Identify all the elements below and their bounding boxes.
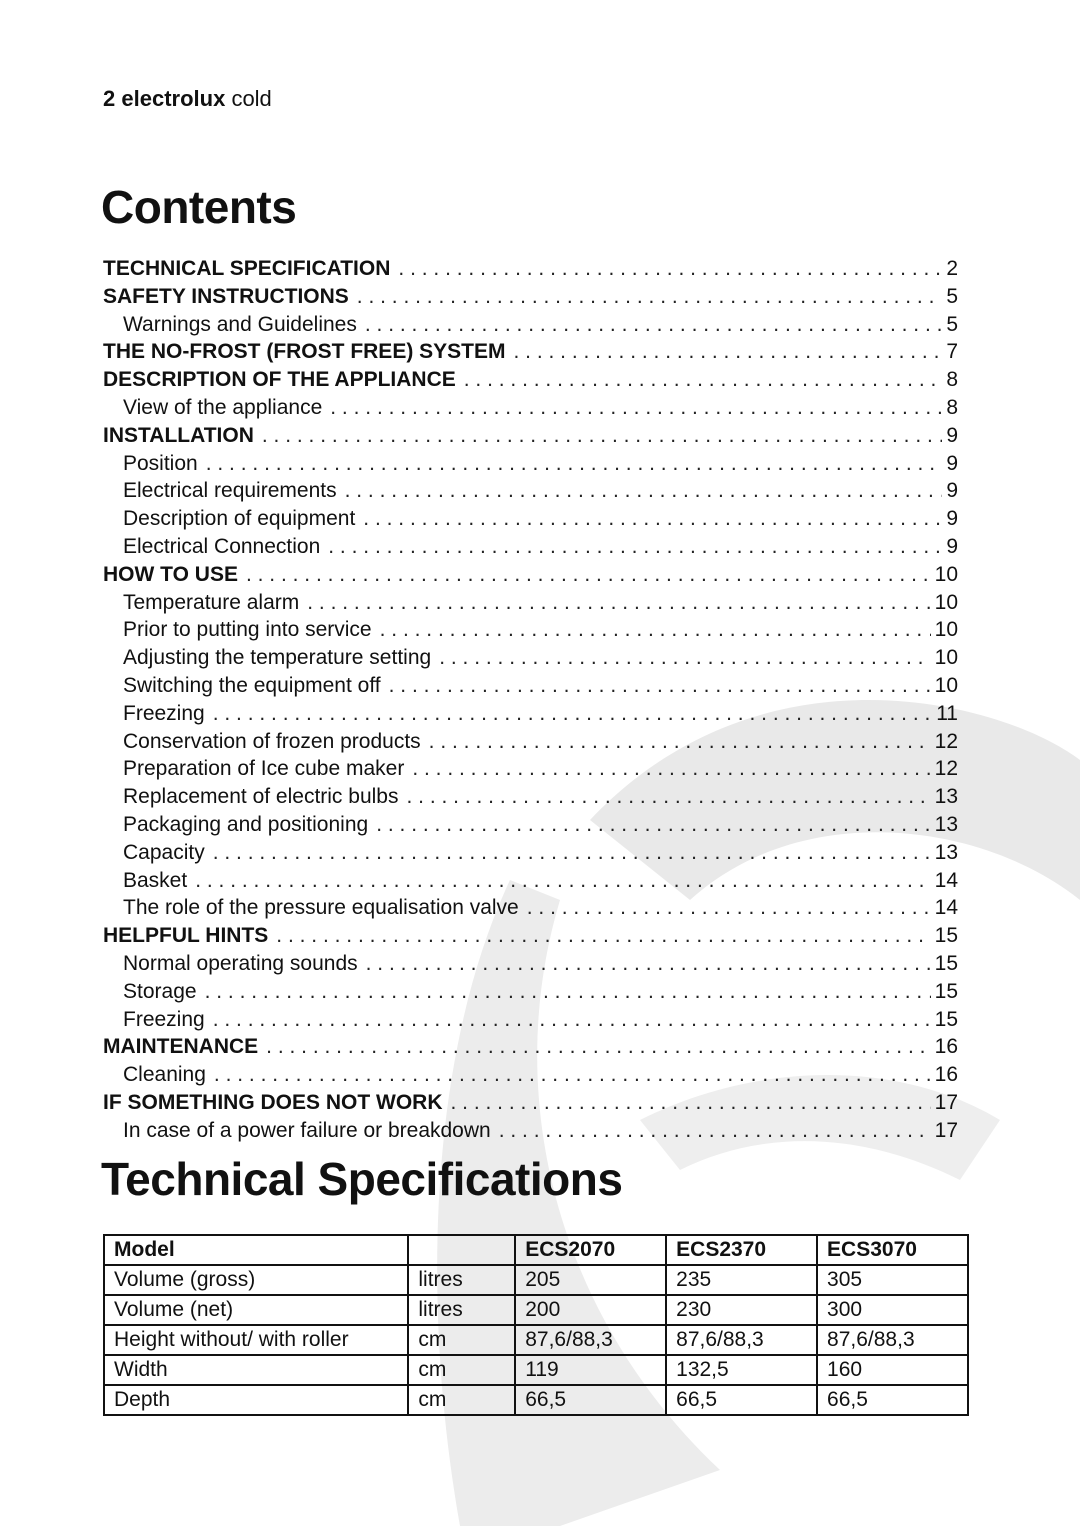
spec-value-ecs3070: 87,6/88,3 (817, 1325, 968, 1355)
toc-dot-leader (363, 507, 942, 531)
toc-entry (103, 424, 958, 452)
toc-dot-leader (429, 730, 931, 754)
spec-value-ecs2070: 66,5 (515, 1385, 666, 1415)
toc-dot-leader (380, 618, 931, 642)
toc-entry-page: 9 (946, 534, 958, 558)
toc-entry-title: Freezing (123, 701, 205, 725)
toc-entry-title: Switching the equipment off (123, 673, 381, 697)
toc-entry-title: Position (123, 451, 198, 475)
spec-value-ecs2070: 119 (515, 1355, 666, 1385)
toc-entry-page: 8 (946, 395, 958, 419)
toc-dot-leader (205, 980, 931, 1004)
toc-entry-title: Adjusting the temperature setting (123, 646, 432, 670)
toc-dot-leader (214, 1063, 931, 1087)
toc-entry-page: 15 (934, 951, 958, 975)
toc-entry-title: Packaging and positioning (123, 812, 369, 836)
toc-entry-title: Preparation of Ice cube maker (123, 757, 405, 781)
toc-entry-title: HOW TO USE (103, 562, 238, 586)
spec-row-label: Height without/ with roller (104, 1325, 408, 1355)
toc-entry-title: Cleaning (123, 1063, 206, 1087)
spec-value-ecs2370: 235 (666, 1265, 817, 1295)
toc-dot-leader (514, 340, 943, 364)
spec-value-ecs3070: 66,5 (817, 1385, 968, 1415)
spec-header-model: Model (104, 1235, 408, 1265)
toc-entry-page: 9 (946, 479, 958, 503)
spec-row-label: Volume (gross) (104, 1265, 408, 1295)
toc-entry-page: 13 (934, 840, 958, 864)
toc-entry (103, 813, 958, 841)
spec-value-ecs2070: 87,6/88,3 (515, 1325, 666, 1355)
toc-dot-leader (412, 757, 930, 781)
toc-dot-leader (206, 452, 942, 476)
toc-entry-title: Freezing (123, 1007, 205, 1031)
technical-specifications-table (103, 1234, 969, 1416)
toc-entry-title: IF SOMETHING DOES NOT WORK (103, 1090, 443, 1114)
toc-entry (103, 257, 958, 285)
toc-entry-page: 14 (934, 896, 958, 920)
toc-entry-page: 2 (946, 257, 958, 280)
toc-dot-leader (527, 896, 931, 920)
spec-header-ecs3070: ECS3070 (817, 1235, 968, 1265)
toc-entry (103, 1008, 958, 1036)
spec-value-ecs2370: 87,6/88,3 (666, 1325, 817, 1355)
spec-row-unit: litres (408, 1295, 515, 1325)
toc-entry-page: 10 (934, 673, 958, 697)
toc-entry-title: Prior to putting into service (123, 618, 372, 642)
spec-value-ecs2370: 132,5 (666, 1355, 817, 1385)
toc-entry-page: 7 (946, 340, 958, 364)
toc-entry (103, 952, 958, 980)
spec-table-header-row (104, 1235, 968, 1265)
toc-entry-page: 5 (946, 312, 958, 336)
product-line: cold (231, 86, 272, 111)
toc-entry-title: THE NO-FROST (FROST FREE) SYSTEM (103, 340, 506, 364)
spec-header-unit (408, 1235, 515, 1265)
toc-entry (103, 869, 958, 897)
toc-entry (103, 674, 958, 702)
toc-entry-page: 10 (934, 618, 958, 642)
toc-entry-title: MAINTENANCE (103, 1035, 259, 1059)
toc-entry (103, 896, 958, 924)
toc-entry-title: HELPFUL HINTS (103, 924, 269, 948)
toc-entry-page: 10 (934, 646, 958, 670)
toc-entry-page: 9 (946, 423, 958, 447)
spec-row-unit: cm (408, 1325, 515, 1355)
spec-value-ecs3070: 300 (817, 1295, 968, 1325)
toc-entry-page: 8 (946, 368, 958, 392)
spec-row-label: Depth (104, 1385, 408, 1415)
toc-dot-leader (213, 1008, 931, 1032)
toc-entry-title: Temperature alarm (123, 590, 300, 614)
toc-dot-leader (357, 285, 942, 309)
toc-dot-leader (328, 535, 942, 559)
toc-dot-leader (330, 396, 942, 420)
page-header (103, 86, 272, 112)
toc-dot-leader (195, 869, 930, 893)
toc-entry-page: 10 (934, 562, 958, 586)
toc-entry-page: 12 (934, 729, 958, 753)
toc-entry-title: Conservation of frozen products (123, 729, 421, 753)
toc-entry (103, 452, 958, 480)
toc-entry-title: Basket (123, 868, 188, 892)
toc-entry-title: TECHNICAL SPECIFICATION (103, 257, 391, 280)
toc-entry-title: Capacity (123, 840, 205, 864)
toc-dot-leader (365, 313, 942, 337)
toc-entry-title: View of the appliance (123, 395, 323, 419)
toc-entry-title: DESCRIPTION OF THE APPLIANCE (103, 368, 456, 392)
table-row (104, 1295, 968, 1325)
toc-entry-page: 5 (946, 284, 958, 308)
toc-dot-leader (499, 1119, 931, 1143)
toc-entry-page: 17 (934, 1090, 958, 1114)
toc-entry-page: 9 (946, 451, 958, 475)
toc-entry-title: The role of the pressure equalisation valve (123, 896, 519, 920)
spec-value-ecs2070: 200 (515, 1295, 666, 1325)
toc-dot-leader (406, 785, 930, 809)
toc-entry (103, 368, 958, 396)
toc-entry (103, 618, 958, 646)
toc-entry (103, 785, 958, 813)
page-number: 2 (103, 86, 116, 111)
brand-name: electrolux (121, 86, 226, 111)
toc-entry (103, 924, 958, 952)
table-row (104, 1265, 968, 1295)
toc-entry-page: 13 (934, 812, 958, 836)
toc-entry-title: INSTALLATION (103, 423, 254, 447)
toc-entry-page: 10 (934, 590, 958, 614)
toc-entry (103, 507, 958, 535)
toc-dot-leader (276, 924, 930, 948)
spec-row-unit: litres (408, 1265, 515, 1295)
toc-dot-leader (246, 563, 931, 587)
toc-entry (103, 396, 958, 424)
toc-entry-title: In case of a power failure or breakdown (123, 1118, 491, 1142)
spec-value-ecs2070: 205 (515, 1265, 666, 1295)
toc-entry (103, 980, 958, 1008)
table-of-contents (103, 257, 958, 1147)
spec-value-ecs3070: 160 (817, 1355, 968, 1385)
toc-entry-page: 14 (934, 868, 958, 892)
spec-row-label: Width (104, 1355, 408, 1385)
toc-entry (103, 479, 958, 507)
toc-dot-leader (307, 591, 930, 615)
spec-value-ecs2370: 66,5 (666, 1385, 817, 1415)
spec-row-unit: cm (408, 1355, 515, 1385)
toc-entry-page: 11 (936, 701, 958, 725)
toc-dot-leader (376, 813, 930, 837)
toc-entry-page: 12 (934, 757, 958, 781)
table-row (104, 1355, 968, 1385)
toc-entry-title: Warnings and Guidelines (123, 312, 357, 336)
toc-entry (103, 563, 958, 591)
toc-dot-leader (439, 646, 930, 670)
toc-entry-title: SAFETY INSTRUCTIONS (103, 284, 349, 308)
toc-dot-leader (398, 257, 942, 281)
toc-entry (103, 757, 958, 785)
toc-entry (103, 535, 958, 563)
toc-entry (103, 646, 958, 674)
technical-specifications-title: Technical Specifications (101, 1153, 623, 1205)
toc-entry-page: 9 (946, 507, 958, 531)
toc-entry-page: 16 (934, 1063, 958, 1087)
toc-entry-title: Replacement of electric bulbs (123, 785, 399, 809)
toc-entry (103, 1119, 958, 1147)
toc-dot-leader (266, 1035, 930, 1059)
toc-dot-leader (262, 424, 942, 448)
toc-entry-page: 15 (934, 924, 958, 948)
toc-entry-page: 15 (934, 1007, 958, 1031)
toc-dot-leader (389, 674, 931, 698)
toc-entry (103, 730, 958, 758)
toc-entry (103, 841, 958, 869)
toc-entry-page: 16 (934, 1035, 958, 1059)
toc-entry-title: Electrical requirements (123, 479, 337, 503)
toc-entry (103, 1091, 958, 1119)
spec-row-unit: cm (408, 1385, 515, 1415)
toc-entry-title: Normal operating sounds (123, 951, 358, 975)
toc-entry (103, 313, 958, 341)
spec-value-ecs3070: 305 (817, 1265, 968, 1295)
toc-dot-leader (213, 702, 932, 726)
toc-entry-title: Description of equipment (123, 507, 356, 531)
toc-dot-leader (464, 368, 942, 392)
toc-entry-title: Electrical Connection (123, 534, 321, 558)
toc-dot-leader (366, 952, 931, 976)
contents-title: Contents (101, 181, 297, 233)
spec-value-ecs2370: 230 (666, 1295, 817, 1325)
spec-header-ecs2070: ECS2070 (515, 1235, 666, 1265)
toc-entry-title: Storage (123, 979, 197, 1003)
toc-entry (103, 702, 958, 730)
toc-entry-page: 13 (934, 785, 958, 809)
toc-dot-leader (451, 1091, 931, 1115)
toc-entry (103, 591, 958, 619)
toc-entry (103, 340, 958, 368)
toc-entry-page: 15 (934, 979, 958, 1003)
table-row (104, 1325, 968, 1355)
spec-header-ecs2370: ECS2370 (666, 1235, 817, 1265)
spec-row-label: Volume (net) (104, 1295, 408, 1325)
toc-entry-page: 17 (934, 1118, 958, 1142)
toc-dot-leader (345, 479, 942, 503)
table-row (104, 1385, 968, 1415)
toc-entry (103, 1063, 958, 1091)
toc-entry (103, 285, 958, 313)
toc-dot-leader (213, 841, 931, 865)
toc-entry (103, 1035, 958, 1063)
